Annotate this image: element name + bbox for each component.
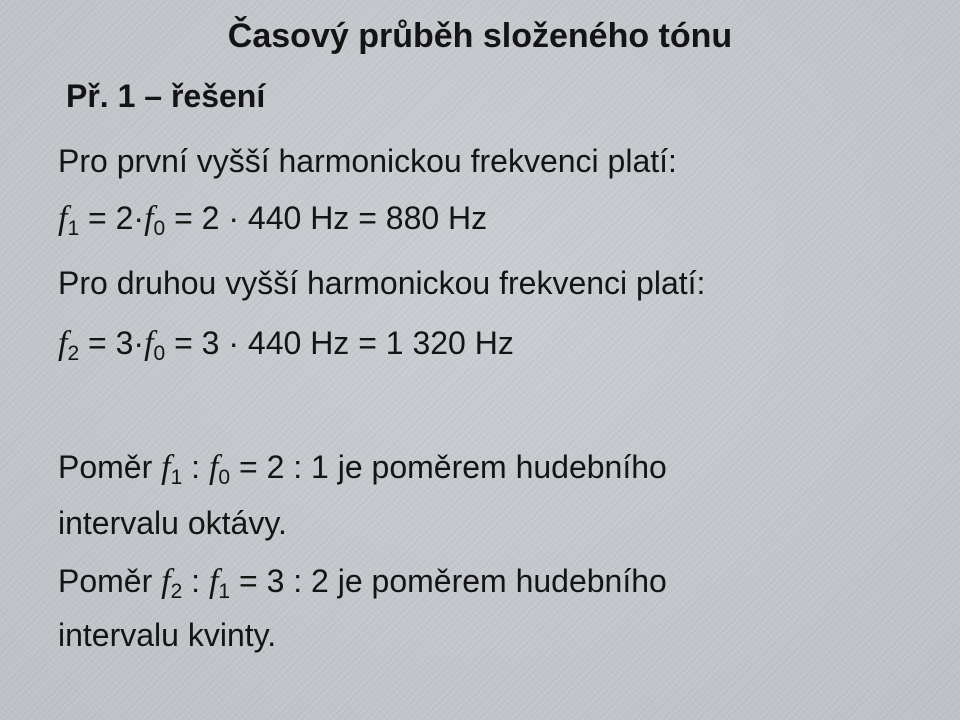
second-harmonic-equation (58, 323, 514, 364)
subscript: 0 (153, 342, 166, 365)
f-symbol: f (144, 200, 154, 237)
example-subtitle: Př. 1 – řešení (66, 78, 266, 114)
f-symbol: f (58, 200, 68, 237)
f-symbol: f (161, 563, 171, 600)
subscript: 0 (153, 217, 166, 240)
ratio-suffix: = 3 : 2 je poměrem hudebního (230, 563, 667, 599)
ratio-colon: : (182, 563, 209, 599)
ratio-prefix: Poměr (58, 449, 162, 485)
f-symbol: f (208, 449, 219, 486)
octave-ratio-statement (58, 447, 667, 488)
ratio-colon: : (182, 449, 209, 485)
f-symbol: f (58, 325, 68, 362)
subscript: 1 (218, 580, 231, 603)
f-symbol: f (161, 449, 171, 486)
ratio-suffix: = 2 : 1 je poměrem hudebního (230, 449, 667, 485)
equation-text: = 3 · 440 Hz = 1 320 Hz (165, 325, 514, 361)
first-harmonic-intro: Pro první vyšší harmonickou frekvenci platí: (58, 143, 677, 179)
second-harmonic-intro: Pro druhou vyšší harmonickou frekvenci platí: (58, 265, 706, 301)
f-symbol: f (144, 325, 154, 362)
first-harmonic-equation (58, 198, 487, 239)
octave-ratio-continuation: intervalu oktávy. (58, 505, 287, 541)
equation-text: = 2· (79, 200, 145, 236)
subscript: 0 (218, 466, 231, 489)
fifth-ratio-continuation: intervalu kvinty. (58, 617, 277, 653)
subscript: 2 (67, 342, 80, 365)
subscript: 1 (170, 466, 183, 489)
f-symbol: f (208, 563, 219, 600)
subscript: 2 (170, 580, 183, 603)
fifth-ratio-statement (58, 561, 667, 602)
equation-text: = 3· (79, 325, 145, 361)
equation-text: = 2 · 440 Hz = 880 Hz (165, 200, 488, 236)
slide-title: Časový průběh složeného tónu (227, 17, 733, 55)
subscript: 1 (67, 217, 80, 240)
ratio-prefix: Poměr (58, 563, 162, 599)
